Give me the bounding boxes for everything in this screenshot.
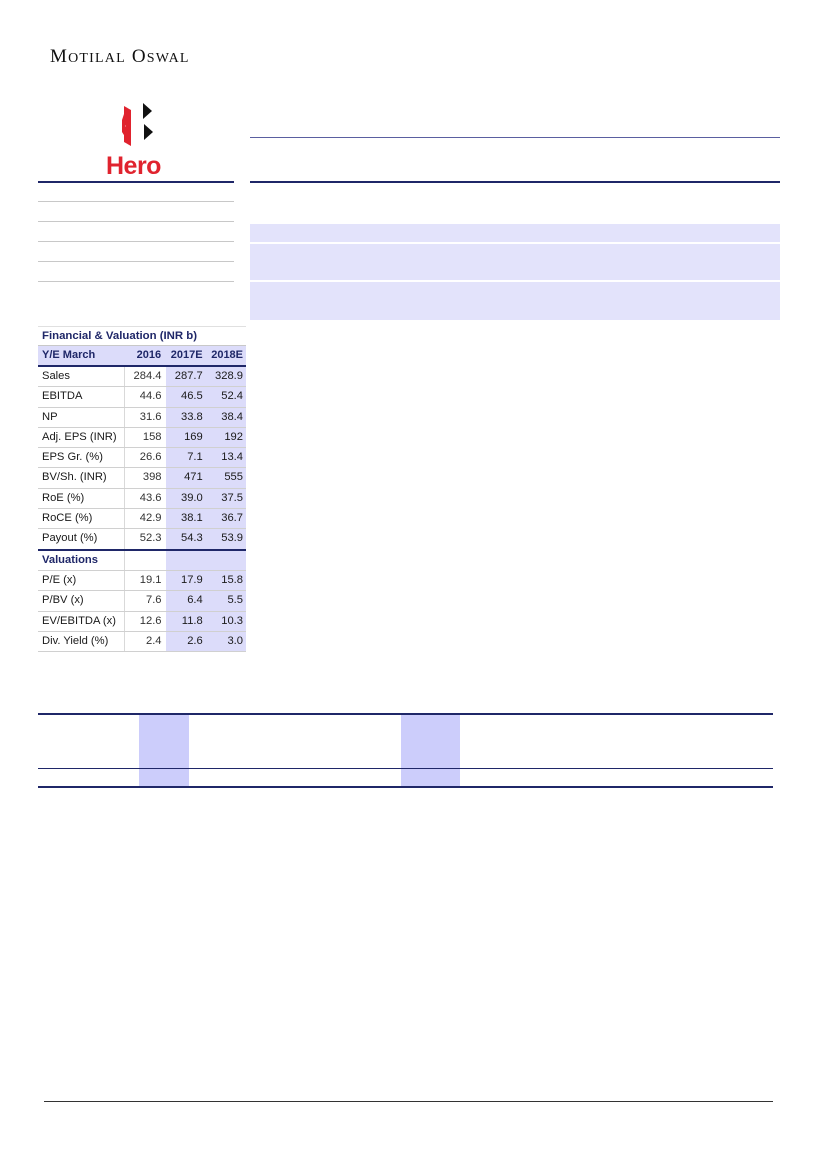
- header-cell: 2016: [125, 346, 165, 365]
- table-row: BV/Sh. (INR) 398 471 555: [38, 468, 246, 488]
- left-rule-1: [38, 201, 234, 202]
- right-rule-top: [250, 137, 780, 138]
- bottom-rule-mid: [38, 768, 773, 769]
- table-row: Payout (%) 52.3 54.3 53.9: [38, 529, 246, 550]
- header-cell: Y/E March: [38, 346, 125, 365]
- table-row: P/BV (x) 7.6 6.4 5.5: [38, 591, 246, 611]
- table-row: RoE (%) 43.6 39.0 37.5: [38, 489, 246, 509]
- bottom-shaded-column-2: [401, 715, 460, 787]
- valuations-heading: Valuations: [42, 553, 98, 566]
- table-row: NP 31.6 33.8 38.4: [38, 408, 246, 428]
- table-row: Adj. EPS (INR) 158 169 192: [38, 428, 246, 448]
- brand-name: MOTILAL OSWAL: [50, 46, 190, 67]
- hero-logo-text: Hero: [106, 152, 161, 180]
- left-rule-2: [38, 221, 234, 222]
- left-rule-3: [38, 241, 234, 242]
- table-title: Financial & Valuation (INR b): [38, 326, 246, 345]
- table-row: P/E (x) 19.1 17.9 15.8: [38, 571, 246, 591]
- footer-rule: [44, 1101, 773, 1102]
- shade-bar-2: [250, 244, 780, 280]
- table-section-row: [38, 551, 246, 571]
- hero-logo: [100, 100, 180, 180]
- right-rule-navy: [250, 181, 780, 183]
- header-cell: 2017E: [165, 346, 206, 365]
- bottom-rule-end: [38, 786, 773, 788]
- table-row: Sales 284.4 287.7 328.9: [38, 367, 246, 387]
- left-rule-top: [38, 181, 234, 183]
- table-row: EPS Gr. (%) 26.6 7.1 13.4: [38, 448, 246, 468]
- shade-bar-1: [250, 224, 780, 242]
- left-rule-5: [38, 281, 234, 282]
- table-row: EV/EBITDA (x) 12.6 11.8 10.3: [38, 612, 246, 632]
- hero-logo-mark-icon: [100, 100, 180, 156]
- table-row: RoCE (%) 42.9 38.1 36.7: [38, 509, 246, 529]
- header-cell: 2018E: [207, 346, 246, 365]
- shade-bar-3: [250, 282, 780, 320]
- financial-valuation-table: [38, 326, 246, 652]
- bottom-shaded-column-1: [139, 715, 189, 787]
- table-row: EBITDA 44.6 46.5 52.4: [38, 387, 246, 407]
- table-row: Div. Yield (%) 2.4 2.6 3.0: [38, 632, 246, 652]
- left-rule-4: [38, 261, 234, 262]
- table-header: [38, 345, 246, 367]
